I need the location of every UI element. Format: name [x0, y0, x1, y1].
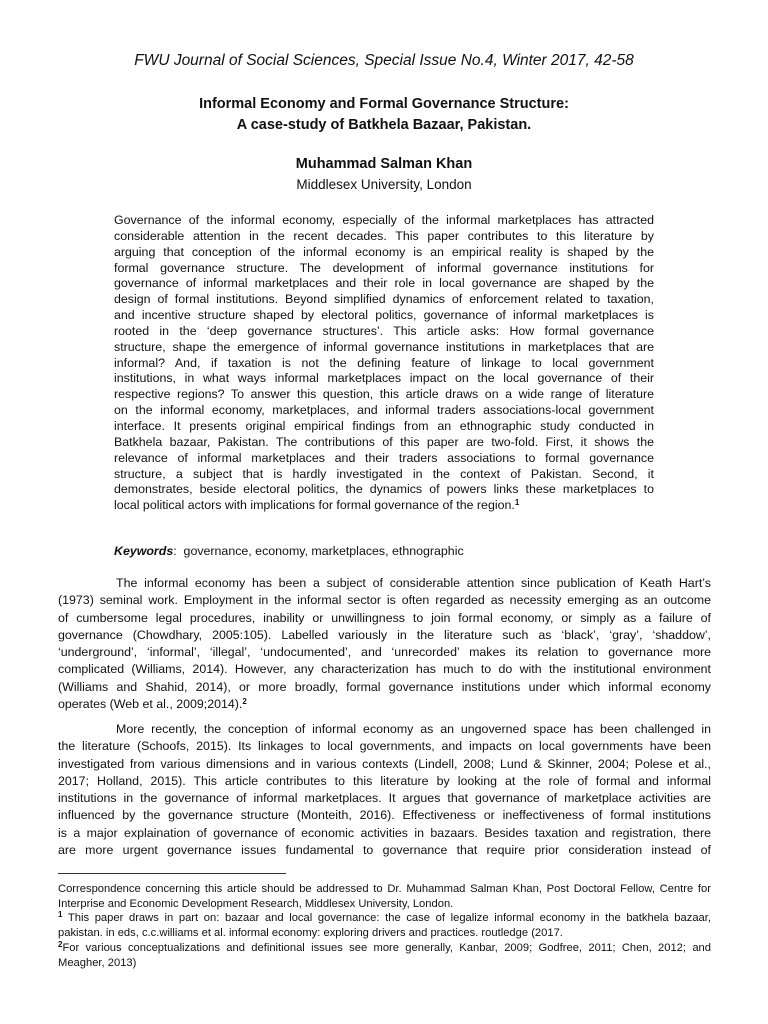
- paragraph-line: governance (Chowdhary, 2005:105). Labelled variously in the literature such as ‘black’, ‘gray’, ‘shaddow’,: [58, 627, 711, 642]
- footnote-ref-2[interactable]: 2: [242, 697, 247, 707]
- footnotes: [58, 882, 711, 970]
- abstract: [114, 213, 654, 514]
- abstract-line: respective regions? To answer this question, this article draws on a wide range of literature: [114, 387, 654, 402]
- paragraph-line: More recently, the conception of informal economy as an ungoverned space has been challenged in: [116, 722, 711, 736]
- keywords-label: Keywords: [114, 544, 174, 558]
- abstract-line: on the informal economy, marketplaces, and informal traders associations-local government: [114, 403, 654, 418]
- abstract-line: Batkhela bazaar, Pakistan. The contributions of this paper are two-fold. First, it shows the: [114, 434, 654, 449]
- abstract-line: structure, a subject that is hardly investigated in the context of Pakistan. Second, it: [114, 466, 654, 481]
- article-title-line-2: A case-study of Batkhela Bazaar, Pakistan.: [236, 117, 532, 133]
- paragraph-line: ‘underground’, ‘informal’, ‘illegal’, ‘undocumented’, and ‘unrecorded’ makes its relation to governance more: [58, 645, 711, 660]
- body-paragraph-1: [58, 575, 711, 713]
- footnote-1-line: [58, 911, 711, 926]
- footnote-2-line: [58, 941, 711, 956]
- paragraph-line: are more urgent governance issues fundamental to governance that require prior consideration instead of: [58, 843, 711, 858]
- author-name: Muhammad Salman Khan: [295, 156, 473, 172]
- footnote-2-line: Meagher, 2013): [58, 956, 137, 969]
- abstract-line: considerable attention in the recent decades. This paper contributes to this literature by: [114, 228, 654, 243]
- paragraph-line: (Williams and Shahid, 2014), or more broadly, formal governance institutions under which informal economy: [58, 679, 711, 694]
- paragraph-line: The informal economy has been a subject of considerable attention since publication of Keath Hart’s: [116, 576, 711, 590]
- paragraph-last-line: [58, 696, 711, 713]
- footnote-separator: [58, 873, 286, 874]
- abstract-line: Governance of the informal economy, especially of the informal marketplaces has attracted: [114, 213, 654, 227]
- keywords: [114, 544, 464, 558]
- paragraph-line-text: operates (Web et al., 2009;2014).: [58, 697, 243, 712]
- footnote-ref-1[interactable]: 1: [514, 498, 520, 508]
- keywords-colon: :: [173, 544, 184, 558]
- abstract-line: relevance of informal marketplaces and their traders associations to formal governance: [114, 450, 654, 465]
- paragraph-line: complicated (Williams, 2014). However, any characterization has much to do with the institutional environment: [58, 662, 711, 677]
- paragraph-line: of cumbersome legal procedures, inability or unwillingness to join formal economy, or simply as a failure of: [58, 610, 711, 625]
- paragraph-line: investigated from various dimensions and in various contexts (Lindell, 2008; Lund & Skinner, 2004; Polese et al.,: [58, 756, 711, 771]
- abstract-line-text: local political actors with implications for formal governance of the region.: [114, 498, 515, 513]
- abstract-line: formal governance structure. The development of informal governance institutions for: [114, 260, 654, 275]
- abstract-line: institutions, in what ways informal marketplaces impact on the local governance of their: [114, 371, 654, 386]
- paragraph-line: 2017; Holland, 2015). This article contributes to this literature by looking at the role of formal and informal: [58, 773, 711, 788]
- footnote-correspondence-line: Interprise and Economic Development Research, Middlesex University, London.: [58, 897, 454, 910]
- abstract-line: governance of informal marketplaces and their role in local governance are shaped by the: [114, 276, 654, 291]
- footnote-2-text: For various conceptualizations and definitional issues see more generally, Kanbar, 2009; Godfree, 2011; Chen, 2012; and: [62, 941, 711, 954]
- footnote-1-marker: 1: [58, 911, 63, 920]
- abstract-line: interface. It presents original empirical findings from an ethnographic study conducted in: [114, 418, 654, 433]
- author-affiliation: Middlesex University, London: [296, 177, 472, 192]
- article-title-line-1: Informal Economy and Formal Governance Structure:: [199, 96, 569, 112]
- paragraph-line: (1973) seminal work. Employment in the informal sector is often regarded as necessity emerging as an outcome: [58, 593, 711, 608]
- abstract-line: design of formal institutions. Beyond simplified dynamics of enforcement related to taxation,: [114, 292, 654, 307]
- abstract-line: informal? And, if taxation is not the defining feature of linkage to local government: [114, 355, 654, 370]
- abstract-last-line: [114, 498, 654, 514]
- abstract-line: demonstrates, beside electoral politics, the dynamics of powers links these marketplaces to: [114, 482, 654, 497]
- abstract-line: arguing that conception of the informal economy is an empirical reality is shaped by the: [114, 244, 654, 259]
- footnote-1-text: This paper draws in part on: bazaar and local governance: the case of legalize informal economy in the batkhela bazaar,: [62, 912, 711, 925]
- abstract-line: structure, shape the emergence of informal governance institutions in marketplaces that are: [114, 339, 654, 354]
- body-paragraph-2: [58, 721, 711, 859]
- footnote-1-line: pakistan. in eds, c.c.williams et al. informal economy: exploring drivers and practices. routledge (2017.: [58, 927, 563, 940]
- paragraph-line: influenced by the governance structure (Monteith, 2016). Effectiveness or ineffectiveness of formal institutions: [58, 808, 711, 823]
- paragraph-line: institutions in the governance of informal marketplaces. It argues that governance of marketplace activities are: [58, 791, 711, 806]
- paragraph-line: is a major explaination of governance of economic activities in bazaars. Besides taxation and registration, there: [58, 825, 711, 840]
- abstract-line: rooted in the ‘deep governance structures’. This article asks: How formal governance: [114, 323, 654, 338]
- abstract-line: and incentive structure shaped by electoral politics, governance of informal marketplaces is: [114, 308, 654, 323]
- footnote-2-marker: 2: [58, 940, 63, 949]
- keywords-text: governance, economy, marketplaces, ethnographic: [183, 544, 464, 558]
- journal-citation: FWU Journal of Social Sciences, Special Issue No.4, Winter 2017, 42-58: [134, 52, 634, 69]
- footnote-correspondence-line: Correspondence concerning this article should be addressed to Dr. Muhammad Salman Khan, Post Doctoral Fellow, Centre for: [58, 883, 711, 895]
- paragraph-line: the literature (Schoofs, 2015). Its linkages to local governments, and impacts on local governments have been: [58, 739, 711, 754]
